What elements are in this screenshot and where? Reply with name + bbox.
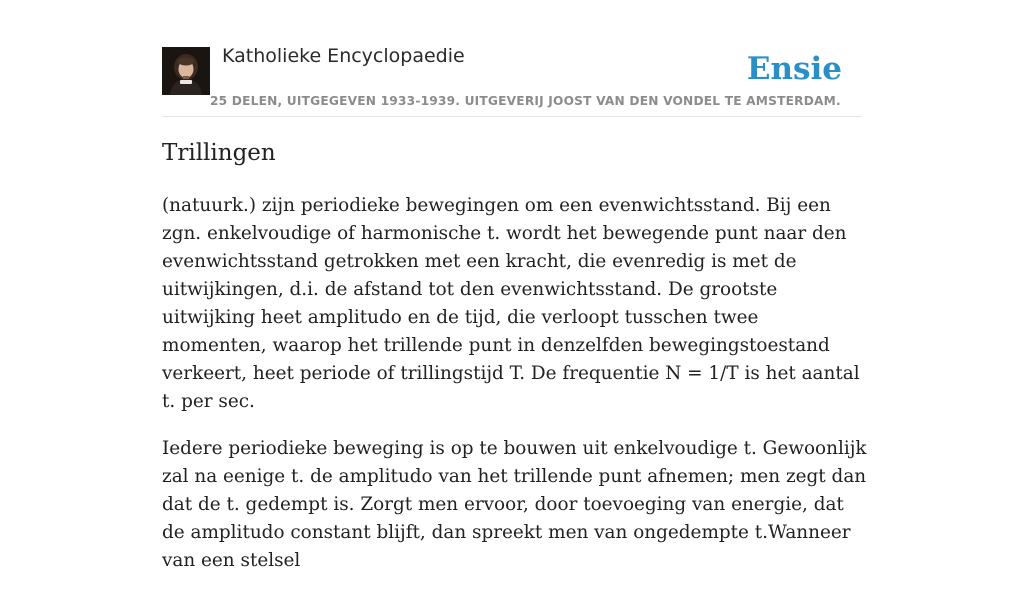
article-paragraph: (natuurk.) zijn periodieke bewegingen om een evenwichtsstand. Bij een zgn. enkelvoudige of harmonische t. wordt het bewegende punt naar den evenwichtsstand getrokken met een kracht, die evenredig is met de uitwijkingen, d.i. de afstand tot den evenwichtsstand. De grootste uitwijking heet amplitudo en de tijd, die verloopt tusschen twee momenten, waarop het trillende punt in denzelfden bewegingstoestand verkeert, heet periode of trillingstijd T. De frequentie N = 1/T is het aantal t. per sec. <box>162 195 860 412</box>
brand-logo[interactable]: Ensie <box>746 51 842 87</box>
article-title: Trillingen <box>162 140 276 166</box>
source-header <box>162 0 862 117</box>
page <box>162 0 867 571</box>
source-title[interactable]: Katholieke Encyclopaedie <box>222 45 465 67</box>
source-subtitle: 25 DELEN, UITGEGEVEN 1933-1939. UITGEVERIJ JOOST VAN DEN VONDEL TE AMSTERDAM. <box>210 94 841 108</box>
article-paragraph: Iedere periodieke beweging is op te bouwen uit enkelvoudige t. Gewoonlijk zal na eenige t. de amplitudo van het trillende punt afnemen; men zegt dan dat de t. gedempt is. Zorgt men ervoor, door toevoeging van energie, dat de amplitudo constant blijft, dan spreekt men van ongedempte t.Wanneer van een stelsel <box>162 438 867 571</box>
portrait-avatar-icon[interactable] <box>162 47 210 95</box>
article-body <box>162 192 868 594</box>
